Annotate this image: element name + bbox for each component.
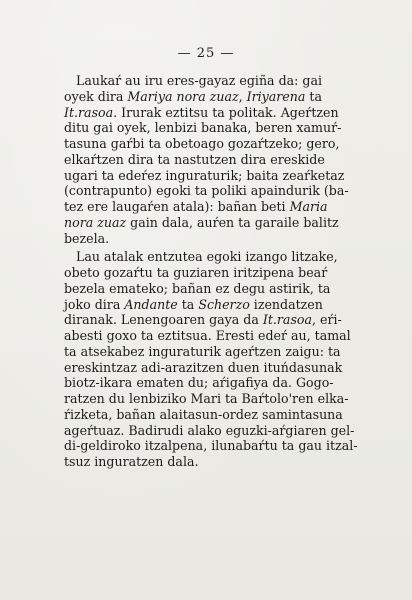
text-line: ratzen du lenbiziko Mari ta Baŕtolo'ren elka-: [64, 391, 349, 406]
body-text: [64, 73, 358, 470]
text-line: bezela.: [64, 230, 110, 246]
text-line: ageŕtuaz. Badirudi alako eguzki-aŕgiaren gel-: [64, 422, 355, 438]
text-line: diranak. Lenengoaren gaya da It.rasoa, eŕi-: [64, 312, 342, 328]
text-line: ugari ta edeŕez inguraturik; baita zeaŕketaz: [64, 167, 345, 183]
text-line: (contrapunto) egoki ta poliki apaindurik (ba-: [64, 183, 349, 199]
text-line: tsuz inguratzen dala.: [64, 454, 199, 469]
text-line: ŕizketa, bañan alaitasun-ordez samintasuna: [64, 406, 343, 422]
text-line: elkaŕtzen dira ta nastutzen dira ereskide: [64, 151, 325, 167]
text-line: It.rasoa. Irurak eztitsu ta politak. Ageŕtzen: [64, 104, 339, 120]
italic-title: Mariya nora zuaz: [127, 88, 239, 104]
text-line: oyek dira Mariya nora zuaz, Iriyarena ta: [64, 88, 322, 104]
text-line: tasuna gaŕbi ta obetoago gozaŕtzeko; gero,: [64, 136, 340, 151]
italic-title: Andante: [124, 296, 178, 312]
italic-title: Iriyarena: [246, 88, 306, 104]
text-line: abesti goxo ta eztitsua. Eresti edeŕ au, tamal: [64, 328, 351, 343]
italic-title: It.rasoa: [262, 312, 312, 328]
paragraph: [64, 73, 349, 246]
text-line: ditu gai oyek, lenbizi banaka, beren xamuŕ-: [64, 120, 342, 136]
text-line: bezela emateko; bañan ez degu astirik, ta: [64, 280, 331, 296]
text-line: nora zuaz gain dala, auŕen ta garaile balitz: [64, 214, 339, 230]
text-line: biotz-ikara ematen du; aŕigafiya da. Gogo-: [64, 375, 334, 391]
text-line: tez ere laugaŕen atala): bañan beti Maria: [64, 199, 328, 214]
text-line: di-geldiroko itzalpena, ilunabaŕtu ta gau itzal-: [64, 438, 358, 454]
text-line: joko dira Andante ta Scherzo izendatzen: [64, 296, 323, 312]
paragraph: [64, 249, 358, 470]
text-line: obeto gozaŕtu ta guziaren iritzipena beaŕ: [64, 265, 328, 280]
text-line: Laukaŕ au iru eres-gayaz egiña da: gai: [76, 73, 322, 88]
text-line: Lau atalak entzutea egoki izango litzake,: [76, 249, 338, 265]
italic-title: It.rasoa: [64, 104, 114, 120]
text-line: ereskintzaz adi-arazitzen duen ituńdasunak: [64, 359, 343, 375]
page-number: — 25 —: [177, 46, 235, 61]
italic-title: Scherzo: [198, 296, 250, 312]
italic-title: Maria: [289, 199, 328, 214]
italic-title: nora zuaz: [64, 214, 127, 230]
text-line: ta atsekabez inguraturik ageŕtzen zaigu: ta: [64, 343, 341, 359]
